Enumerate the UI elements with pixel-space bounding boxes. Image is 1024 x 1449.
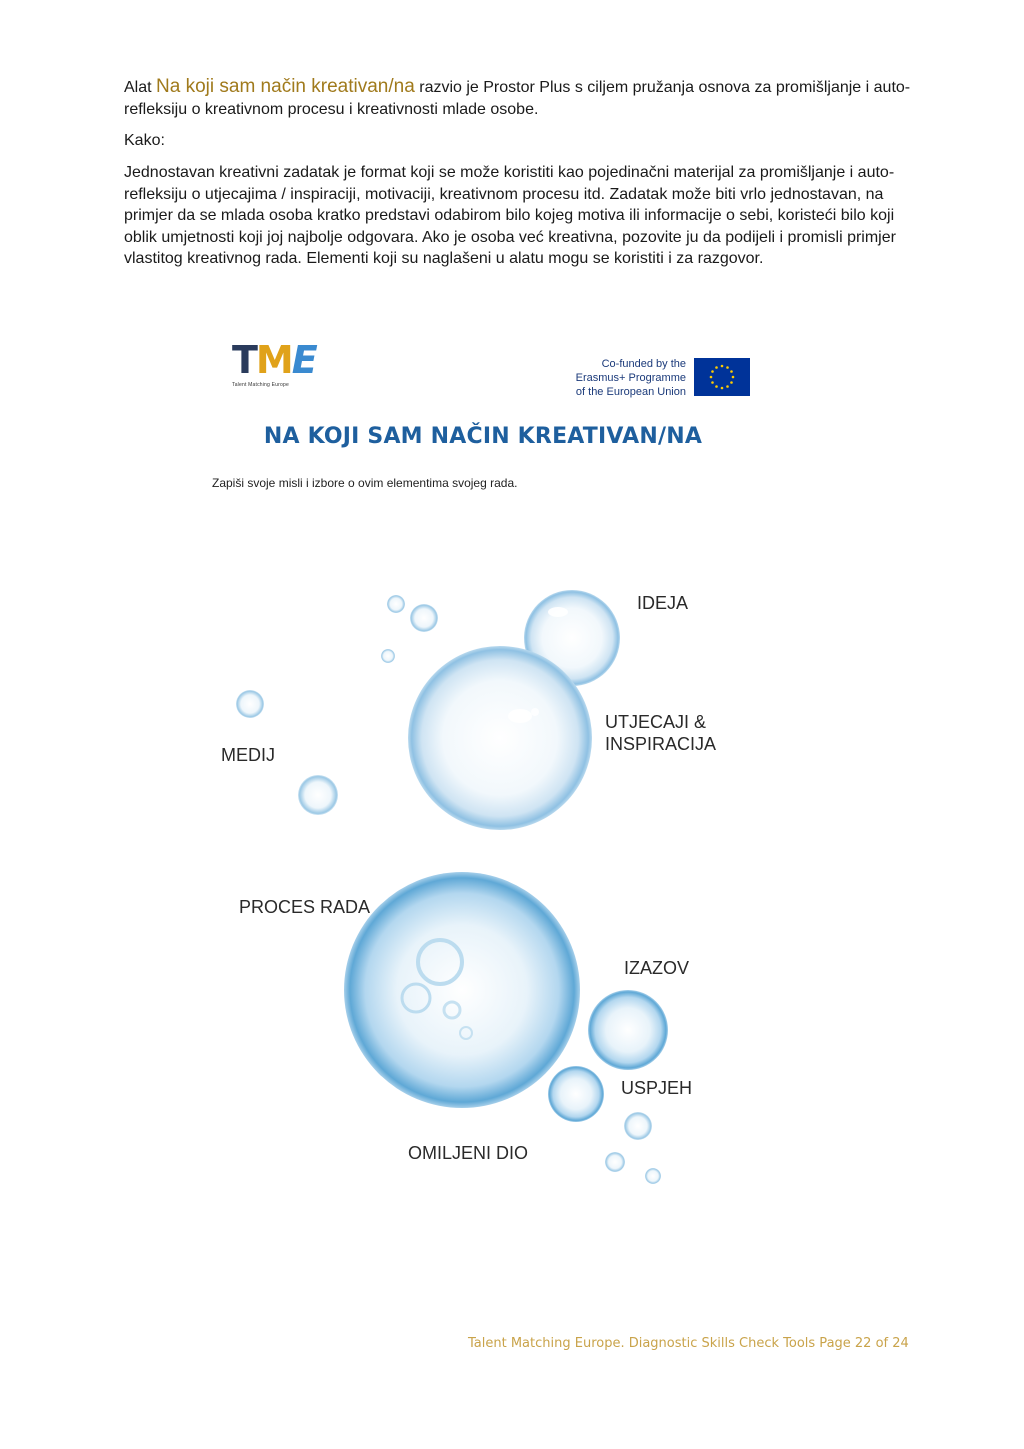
bubble xyxy=(387,595,405,613)
bubble xyxy=(344,872,580,1108)
label-utjecaji: UTJECAJI & xyxy=(605,712,707,732)
bubble xyxy=(588,990,668,1070)
bubble xyxy=(298,775,338,815)
label-ideja: IDEJA xyxy=(637,593,689,613)
intro-rest: razvio je Prostor Plus s ciljem pružanja osnova za promišljanje i auto-refleksiju o kreativnom procesu i kreativnosti mlade osobe. xyxy=(124,79,911,118)
label-medij: MEDIJ xyxy=(221,745,275,765)
tool-name: Na koji sam način kreativan/na xyxy=(156,76,415,97)
label-inspiracija: INSPIRACIJA xyxy=(605,734,717,754)
bubble xyxy=(624,1112,652,1140)
worksheet-title: NA KOJI SAM NAČIN KREATIVAN/NA xyxy=(263,424,703,449)
label-omiljeni-dio: OMILJENI DIO xyxy=(408,1143,529,1163)
body-paragraph: Jednostavan kreativni zadatak je format koji se može koristiti kao pojedinačni materijal za promišljanje i auto-refleksiju o utjecajima / inspiraciji, motivaciji, kreativnom procesu itd. Zadatak može biti vrlo jednostavan, na primjer da se mlada osoba kratko predstavi odabirom bilo kojeg motiva ili informacije o sebi, koristeći bilo koji oblik umjetnosti koji joj najbolje odgovara. Ako je osoba već kreativna, pozovite ju da podijeli i promisli primjer vlastitog kreativnog rada. Elementi koji su naglašeni u alatu mogu se koristiti i za razgovor. xyxy=(124,164,896,267)
tme-logo-letters: TME xyxy=(232,338,316,382)
bubble xyxy=(645,1168,661,1184)
bubble xyxy=(236,690,264,718)
label-uspjeh: USPJEH xyxy=(621,1078,693,1098)
label-proces-rada: PROCES RADA xyxy=(239,897,371,917)
intro-prefix: Alat xyxy=(124,79,152,96)
worksheet-subtitle: Zapiši svoje misli i izbore o ovim elementima svojeg rada. xyxy=(212,476,518,490)
bubble xyxy=(410,604,438,632)
kako-heading: Kako: xyxy=(124,132,165,149)
bubble xyxy=(605,1152,625,1172)
bubble xyxy=(548,1066,604,1122)
bubble xyxy=(408,646,592,830)
bubble xyxy=(381,649,395,663)
page-footer: Talent Matching Europe. Diagnostic Skills Check Tools Page 22 of 24 xyxy=(468,1336,909,1351)
label-izazov: IZAZOV xyxy=(624,958,690,978)
eu-cofunded-text: Co-funded by the Erasmus+ Programme of the European Union xyxy=(575,358,686,398)
tme-logo-subtitle: Talent Matching Europe xyxy=(232,382,289,388)
